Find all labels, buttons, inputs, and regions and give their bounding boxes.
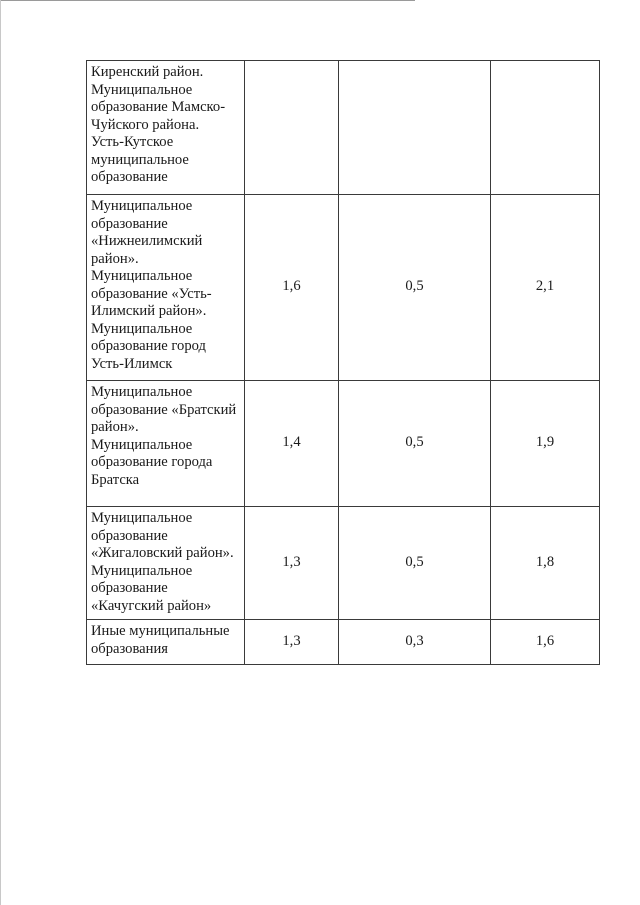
value-cell-1: 1,3 xyxy=(245,620,339,665)
coefficients-table xyxy=(86,60,600,665)
value-cell-3: 2,1 xyxy=(491,195,600,381)
value-cell-1: 1,4 xyxy=(245,381,339,507)
page-left-edge xyxy=(0,0,1,905)
municipality-cell: Киренский район. Муниципальное образование Мамско- Чуйского района. Усть-Кутское муниципальное образование xyxy=(87,61,245,195)
value-cell-2: 0,3 xyxy=(339,620,491,665)
page-top-edge xyxy=(0,0,415,1)
table-row xyxy=(87,195,600,381)
value-cell-1 xyxy=(245,61,339,195)
table-row xyxy=(87,620,600,665)
table-row xyxy=(87,61,600,195)
value-cell-1: 1,3 xyxy=(245,507,339,620)
table-row xyxy=(87,381,600,507)
value-cell-2 xyxy=(339,61,491,195)
value-cell-3: 1,8 xyxy=(491,507,600,620)
municipality-cell: Муниципальное образование «Нижнеилимский район». Муниципальное образование «Усть- Илимский район». Муниципальное образование город Усть-Илимск xyxy=(87,195,245,381)
value-cell-2: 0,5 xyxy=(339,195,491,381)
municipality-cell: Муниципальное образование «Братский район». Муниципальное образование города Братска xyxy=(87,381,245,507)
value-cell-3 xyxy=(491,61,600,195)
value-cell-3: 1,6 xyxy=(491,620,600,665)
value-cell-3: 1,9 xyxy=(491,381,600,507)
municipality-cell: Иные муниципальные образования xyxy=(87,620,245,665)
value-cell-1: 1,6 xyxy=(245,195,339,381)
value-cell-2: 0,5 xyxy=(339,381,491,507)
municipality-cell: Муниципальное образование «Жигаловский район». Муниципальное образование «Качугский район» xyxy=(87,507,245,620)
table-row xyxy=(87,507,600,620)
value-cell-2: 0,5 xyxy=(339,507,491,620)
